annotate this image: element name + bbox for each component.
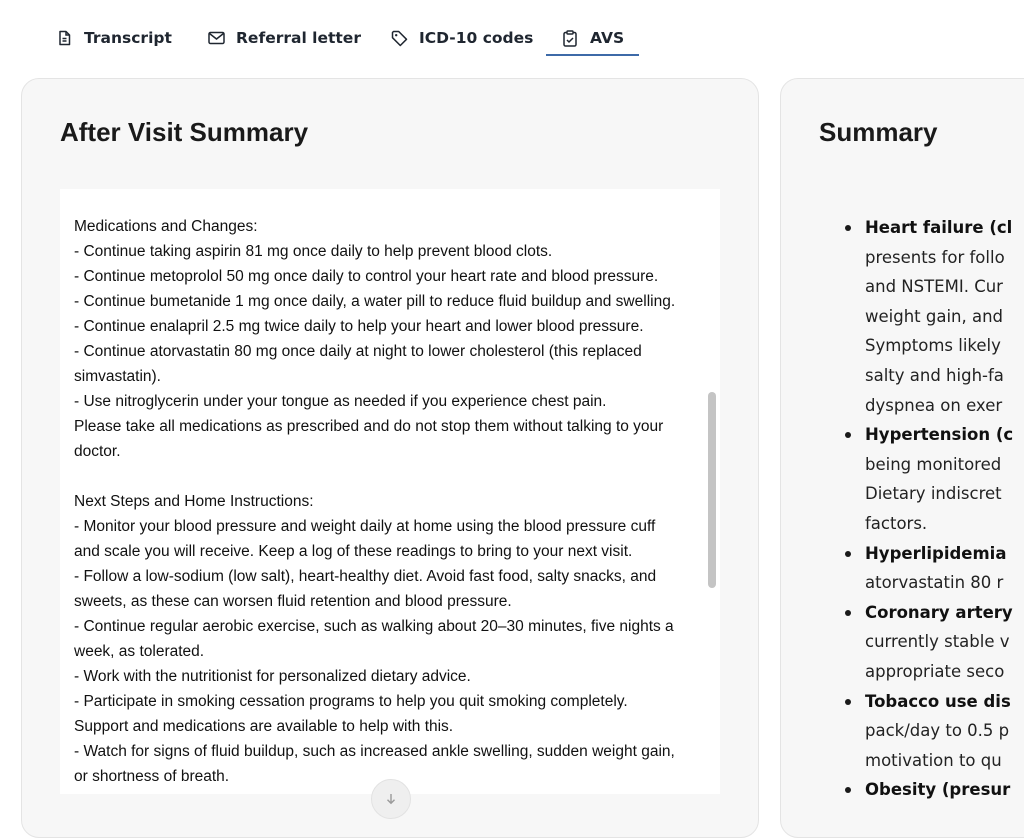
tab-transcript[interactable] <box>55 22 172 54</box>
summary-item <box>865 687 1024 776</box>
summary-item-text: currently stable v <box>865 632 1010 652</box>
summary-item-text: weight gain, and <box>865 306 1004 326</box>
summary-item-text: and NSTEMI. Cur <box>865 277 1003 297</box>
summary-item-heading: Tobacco use dis <box>865 691 1011 711</box>
avs-line: Please take all medications as prescribed and do not stop them without talking to your <box>74 418 664 435</box>
tab-referral-letter-label: Referral letter <box>236 29 361 47</box>
summary-item-text: pack/day to 0.5 p <box>865 721 1010 741</box>
summary-item-text: Symptoms likely <box>865 336 1001 356</box>
avs-line: Medications and Changes: <box>74 218 258 235</box>
tab-icd10-codes[interactable] <box>390 22 533 54</box>
summary-item-heading: Heart failure (cl <box>865 218 1013 237</box>
tab-transcript-label: Transcript <box>84 29 172 47</box>
summary-item-heading: Obesity (presur <box>865 780 1011 800</box>
summary-item-text: dyspnea on exer <box>865 395 1003 415</box>
summary-item-heading: Coronary artery <box>865 602 1013 622</box>
avs-line: - Work with the nutritionist for personalized dietary advice. <box>74 668 471 685</box>
scrollbar-thumb[interactable] <box>708 392 716 588</box>
avs-content <box>60 189 720 789</box>
avs-line: - Participate in smoking cessation programs to help you quit smoking completely. <box>74 693 628 710</box>
avs-line: or shortness of breath. <box>74 768 230 785</box>
scroll-down-button[interactable] <box>371 779 411 819</box>
avs-line: week, as tolerated. <box>74 643 205 660</box>
avs-line: Support and medications are available to help with this. <box>74 718 454 735</box>
avs-line: - Continue taking aspirin 81 mg once daily to help prevent blood clots. <box>74 243 553 260</box>
summary-title: Summary <box>819 117 938 147</box>
avs-line: doctor. <box>74 443 121 460</box>
avs-line: Next Steps and Home Instructions: <box>74 493 314 510</box>
avs-line: simvastatin). <box>74 368 161 385</box>
summary-panel <box>780 78 1024 838</box>
tag-icon <box>390 29 408 47</box>
summary-item <box>865 775 1024 805</box>
summary-list <box>865 213 1024 805</box>
summary-item-text: appropriate seco <box>865 661 1005 681</box>
avs-text-area[interactable] <box>60 189 720 794</box>
summary-item-text: factors. <box>865 513 928 533</box>
avs-line: - Continue enalapril 2.5 mg twice daily to help your heart and lower blood pressure. <box>74 318 644 335</box>
avs-line: and scale you will receive. Keep a log of these readings to bring to your next visit. <box>74 543 633 560</box>
summary-item-heading: Hyperlipidemia <box>865 543 1007 563</box>
summary-item-text: Dietary indiscret <box>865 484 1002 504</box>
summary-item <box>865 539 1024 598</box>
avs-line: - Use nitroglycerin under your tongue as needed if you experience chest pain. <box>74 393 607 410</box>
avs-line: - Continue regular aerobic exercise, such as walking about 20–30 minutes, five nights a <box>74 618 674 635</box>
avs-line: - Follow a low-sodium (low salt), heart-healthy diet. Avoid fast food, salty snacks, and <box>74 568 657 585</box>
blank-line <box>74 464 702 489</box>
summary-item <box>865 420 1024 538</box>
after-visit-summary-panel <box>21 78 759 838</box>
envelope-icon <box>207 29 225 47</box>
tab-referral-letter[interactable] <box>207 22 361 54</box>
summary-item-text: salty and high-fa <box>865 365 1004 385</box>
avs-line: - Continue bumetanide 1 mg once daily, a water pill to reduce fluid buildup and swelling. <box>74 293 676 310</box>
avs-line: sweets, as these can worsen fluid retention and blood pressure. <box>74 593 512 610</box>
tab-avs-label: AVS <box>590 29 625 47</box>
summary-item-text: atorvastatin 80 r <box>865 573 1004 593</box>
summary-item <box>865 213 1024 420</box>
tab-avs[interactable] <box>546 22 639 56</box>
summary-item-text: presents for follo <box>865 247 1005 267</box>
avs-line: - Monitor your blood pressure and weight daily at home using the blood pressure cuff <box>74 518 656 535</box>
avs-line: - Continue metoprolol 50 mg once daily to control your heart rate and blood pressure. <box>74 268 659 285</box>
tab-icd10-codes-label: ICD-10 codes <box>419 29 534 47</box>
clipboard-check-icon <box>561 29 579 47</box>
summary-item-text: being monitored <box>865 454 1002 474</box>
avs-line: - Watch for signs of fluid buildup, such as increased ankle swelling, sudden weight gain, <box>74 743 675 760</box>
document-icon <box>55 29 73 47</box>
summary-item-text: motivation to qu <box>865 750 1002 770</box>
summary-item-heading: Hypertension (c <box>865 425 1014 445</box>
summary-item <box>865 598 1024 687</box>
avs-line: - Continue atorvastatin 80 mg once daily at night to lower cholesterol (this replaced <box>74 343 642 360</box>
avs-title: After Visit Summary <box>60 117 309 147</box>
